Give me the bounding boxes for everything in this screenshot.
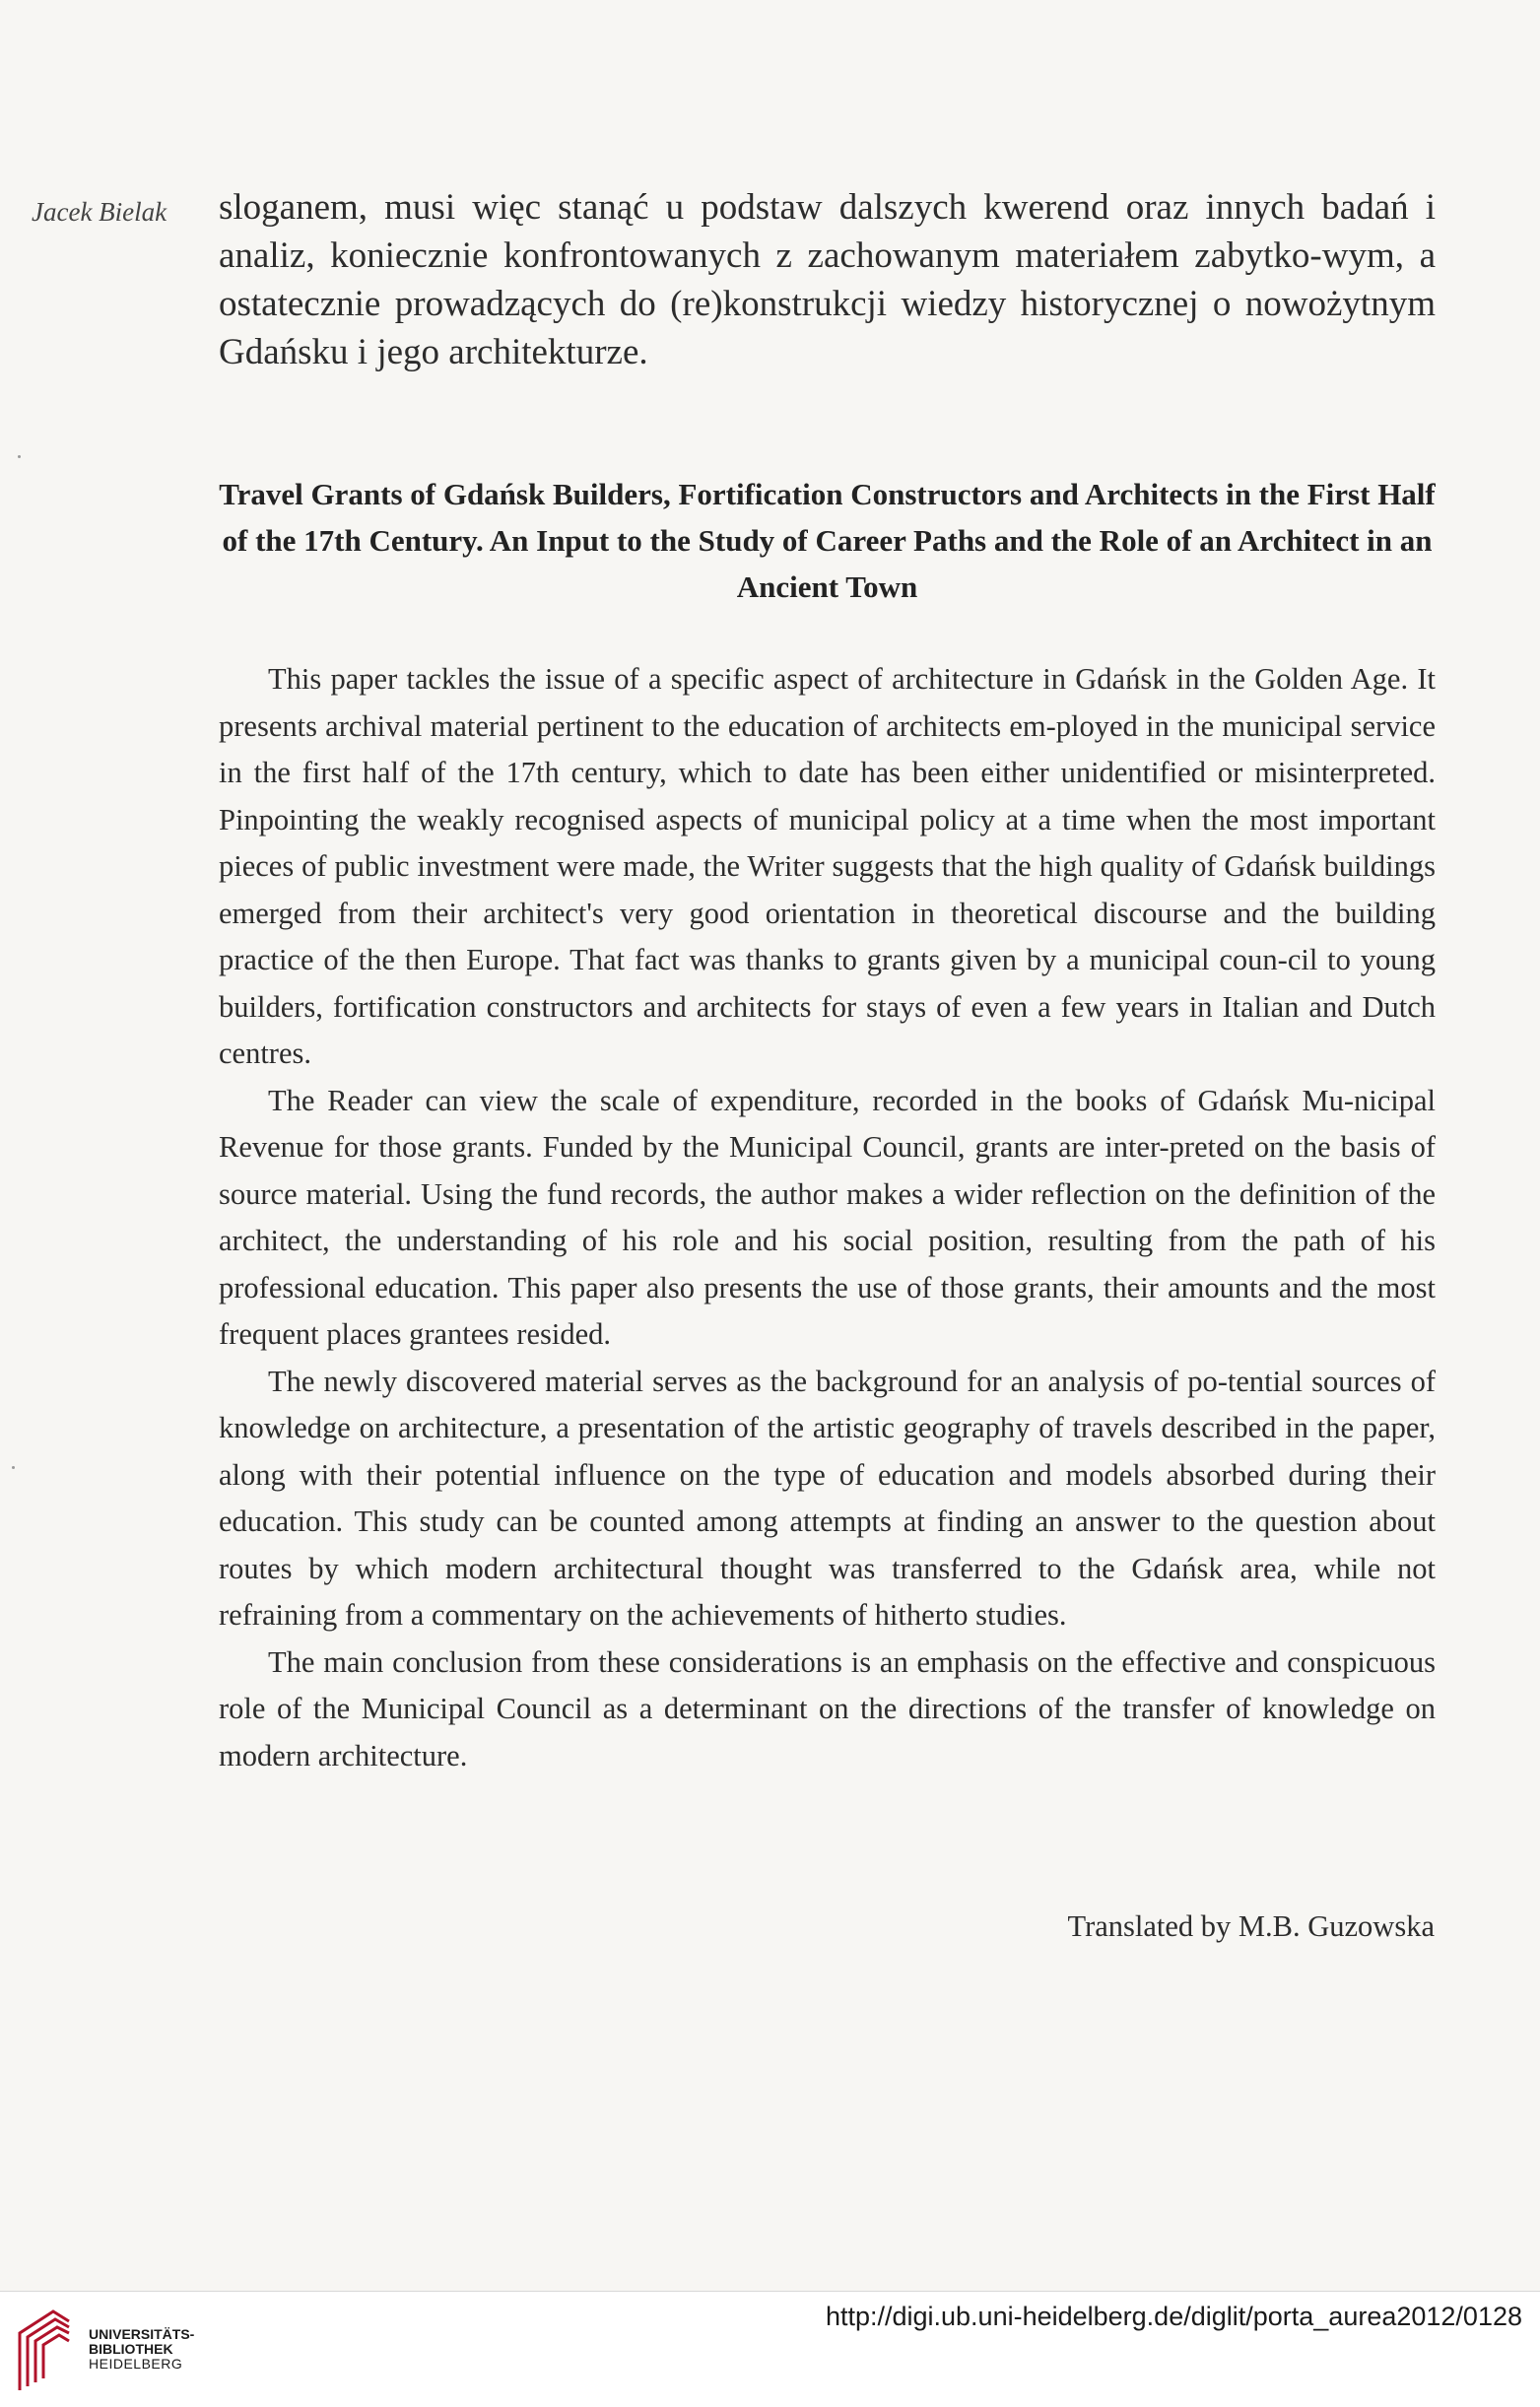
abstract-paragraph: The Reader can view the scale of expenditure, recorded in the books of Gdańsk Mu-nicipal Revenue for those grants. Funded by the Municipal Council, grants are inter-preted on the basis of source material. Using the fund records, the author makes a wider reflection on the definition of the architect, the understanding of his role and his social position, resulting from the path of his professional education. This paper also presents the use of those grants, their amounts and the most frequent places grantees resided. <box>219 1083 1436 1351</box>
abstract-title: Travel Grants of Gdańsk Builders, Fortification Constructors and Architects in the First Half of the 17th Century. An Input to the Study of Career Paths and the Role of an Architect in an Ancient Town <box>219 477 1436 604</box>
abstract-paragraph: This paper tackles the issue of a specific aspect of architecture in Gdańsk in the Golden Age. It presents archival material pertinent to the education of architects em-ployed in the municipal service in the first half of the 17th century, which to date has been either unidentified or misinterpreted. Pinpointing the weakly recognised aspects of municipal policy at a time when the most important pieces of public investment were made, the Writer suggests that the high quality of Gdańsk buildings emerged from their architect's very good orientation in theoretical discourse and the building practice of the then Europe. That fact was thanks to grants given by a municipal coun-cil to young builders, fortification constructors and architects for stays of even a few years in Italian and Dutch centres. <box>219 662 1436 1070</box>
scan-speck <box>12 1466 15 1469</box>
abstract-paragraph: The main conclusion from these considerations is an emphasis on the effective and conspicuous role of the Municipal Council as a determinant on the directions of the transfer of knowledge on modern architecture. <box>219 1644 1436 1772</box>
library-name-line: UNIVERSITÄTS- <box>89 2326 195 2342</box>
library-name-line: BIBLIOTHEK <box>89 2341 173 2357</box>
intro-paragraph: sloganem, musi więc stanąć u podstaw dalszych kwerend oraz innych badań i analiz, koniecznie konfrontowanych z zachowanym materiałem zabytko-wym, a ostatecznie prowadzących do (re)konstrukcji wiedzy historycznej o nowożytnym Gdańsku i jego architekturze. <box>219 187 1436 372</box>
library-name-line: HEIDELBERG <box>89 2356 183 2372</box>
library-logo-icon <box>14 2304 75 2394</box>
digitization-footer <box>0 2291 1540 2407</box>
abstract-body <box>219 656 1436 1779</box>
source-url-link[interactable]: http://digi.ub.uni-heidelberg.de/diglit/porta_aurea2012/0128 <box>825 2302 1522 2331</box>
running-header-author: Jacek Bielak <box>32 197 167 227</box>
abstract-paragraph: The newly discovered material serves as the background for an analysis of po-tential sources of knowledge on architecture, a presentation of the artistic geography of travels described in the paper, along with their potential influence on the type of education and models absorbed during their education. This study can be counted among attempts at finding an answer to the question about routes by which modern architectural thought was transferred to the Gdańsk area, while not refraining from a commentary on the achievements of hitherto studies. <box>219 1364 1436 1632</box>
translator-credit: Translated by M.B. Guzowska <box>1067 1909 1435 1943</box>
scan-speck <box>18 455 21 458</box>
library-name <box>89 2327 194 2372</box>
